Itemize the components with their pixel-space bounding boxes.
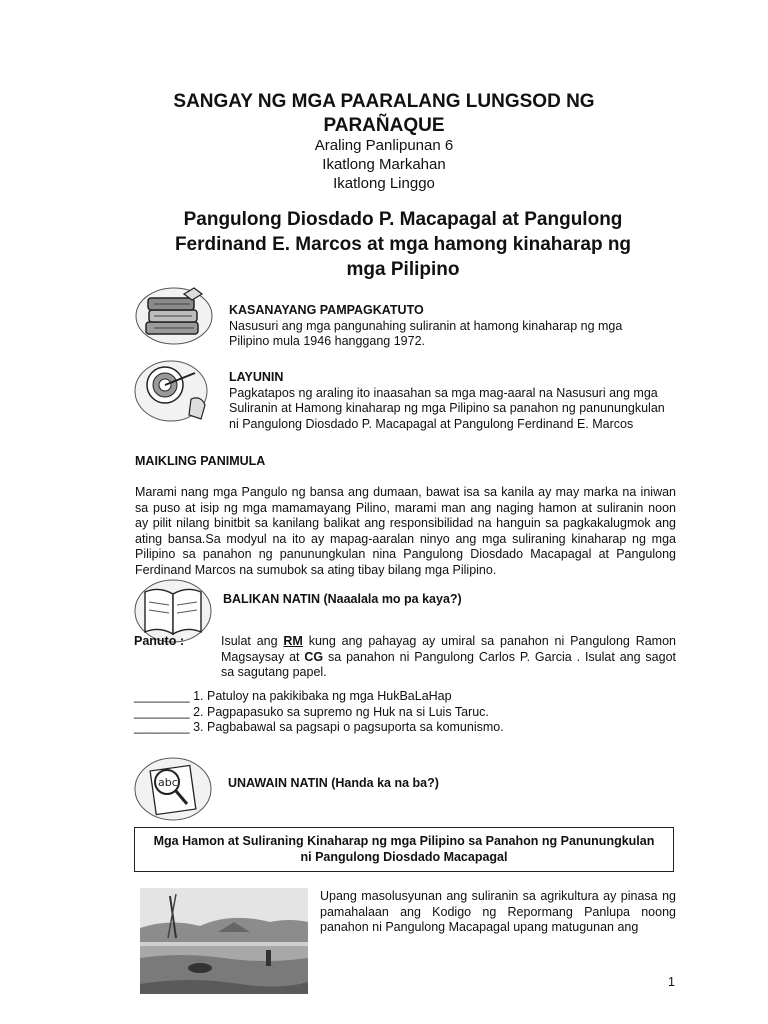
panuto-line-3: sa sagutang papel. xyxy=(221,665,327,679)
layunin-line-1: Pagkatapos ng araling ito inaasahan sa mga mag-aaral na Nasusuri ang mga xyxy=(229,385,658,400)
lesson-title-line-1: Pangulong Diosdado P. Macapagal at Pangulong xyxy=(183,209,623,230)
books-icon xyxy=(134,282,214,346)
photo-text-line-3: panahon ni Pangulong Macapagal upang matugunan ang xyxy=(320,920,639,934)
subject: Araling Panlipunan 6 xyxy=(314,137,454,154)
panuto-line-1 xyxy=(221,634,676,650)
hamon-box xyxy=(134,827,674,872)
panimula-paragraph xyxy=(135,485,676,578)
layunin-line-3: ni Pangulong Diosdado P. Macapagal at Pangulong Ferdinand E. Marcos xyxy=(229,416,634,431)
lesson-title-line-3: mga Pilipino xyxy=(346,259,460,280)
panimula-line-1: Marami nang mga Pangulo ng bansa ang dumaan, bawat isa sa kanila ay may marka na iniwan xyxy=(135,485,676,499)
unawain-heading: UNAWAIN NATIN (Handa ka na ba?) xyxy=(228,776,439,790)
panuto-instructions xyxy=(221,634,676,681)
page-number: 1 xyxy=(668,975,675,989)
instr-part-d: sa panahon ni Pangulong Carlos P. Garcia . Isulat ang sagot xyxy=(323,649,676,664)
photo-text-line-1: Upang masolusyunan ang suliranin sa agrikultura ay pinasa ng xyxy=(320,889,676,903)
panimula-line-2: sa puso at isip ng mga mamamayang Pilino, marami man ang naging hamon at suliranin noon xyxy=(135,500,676,515)
layunin-section xyxy=(229,370,665,432)
abc-magnifier-icon xyxy=(133,756,213,822)
panimula-line-3: ay pilit nilang binitbit sa kanilang balikat ang responsibilidad na hanguin sa pagkakalugmok ang xyxy=(135,516,676,530)
balikan-item-2: ________ 2. Pagpapasuko sa supremo ng Huk na si Luis Taruc. xyxy=(134,704,489,719)
panimula-line-6: Ferdinand Marcos na sumubok sa ating tibay bilang mga Pilipino. xyxy=(135,562,497,577)
panuto-line-2 xyxy=(221,650,676,666)
instr-part-c: Magsaysay at xyxy=(221,649,305,664)
svg-text:abc: abc xyxy=(158,776,178,789)
balikan-item-1: ________ 1. Patuloy na pakikibaka ng mga HukBaLaHap xyxy=(134,689,452,703)
lesson-title xyxy=(0,207,768,282)
kasanayan-line-1: Nasusuri ang mga pangunahing suliranin at hamong kinaharap ng mga xyxy=(229,318,623,333)
panimula-line-5: Pilipino sa panahon ng panunungkulan nina Pangulong Diosdado Macapagal at Pangulong xyxy=(135,547,676,561)
layunin-heading: LAYUNIN xyxy=(229,370,284,384)
kasanayan-heading: KASANAYANG PAMPAGKATUTO xyxy=(229,303,424,317)
photo-caption-text xyxy=(320,889,676,936)
balikan-items xyxy=(134,689,504,736)
instr-part-a: Isulat ang xyxy=(221,634,284,648)
rm-code: RM xyxy=(283,634,303,648)
panimula-heading: MAIKLING PANIMULA xyxy=(135,454,266,468)
hamon-box-line-1: Mga Hamon at Suliraning Kinaharap ng mga Pilipino sa Panahon ng Panunungkulan xyxy=(153,834,655,848)
cg-code: CG xyxy=(304,649,324,664)
quarter: Ikatlong Markahan xyxy=(322,156,446,173)
panuto-label: Panuto : xyxy=(134,634,184,648)
lesson-title-line-2: Ferdinand E. Marcos at mga hamong kinaharap ng xyxy=(174,234,632,255)
photo-text-line-2: pamahalaan ang Kodigo ng Repormang Panlupa noong xyxy=(320,904,676,919)
hamon-box-line-2: ni Pangulong Diosdado Macapagal xyxy=(300,849,508,864)
week: Ikatlong Linggo xyxy=(333,175,435,192)
kasanayan-section xyxy=(229,303,622,350)
kasanayan-line-2: Pilipino mula 1946 hanggang 1972. xyxy=(229,334,425,348)
balikan-item-3: ________ 3. Pagbabawal sa pagsapi o pagsuporta sa komunismo. xyxy=(134,720,504,734)
title-line-2: PARAÑAQUE xyxy=(323,115,445,136)
target-icon xyxy=(131,355,215,427)
school-division-title xyxy=(0,90,768,138)
title-line-1: SANGAY NG MGA PAARALANG LUNGSOD NG xyxy=(173,91,595,112)
instr-part-b: kung ang pahayag ay umiral sa panahon ni Pangulong Ramon xyxy=(302,634,676,648)
layunin-line-2: Suliranin at Hamong kinaharap ng mga Pilipino sa panahon ng panunungkulan xyxy=(229,401,665,415)
farm-photo xyxy=(140,888,308,994)
panimula-line-4: ating bansa.Sa modyul na ito ay mapag-aaralan ninyo ang mga suliraning kinaharap ng mga xyxy=(135,531,676,546)
header-subtitles xyxy=(0,136,768,193)
balikan-heading: BALIKAN NATIN (Naaalala mo pa kaya?) xyxy=(223,592,462,606)
